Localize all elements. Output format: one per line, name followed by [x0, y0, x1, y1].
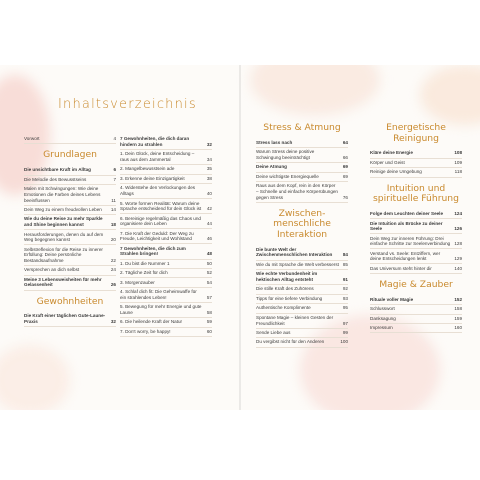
toc-entry	[370, 159, 462, 168]
book-spread	[0, 65, 480, 410]
section-heading: Magie & Zauber	[379, 278, 453, 290]
toc-entry-title: 5. Bewegung für mehr Energie und gute Laune	[120, 304, 202, 315]
toc-column-1	[24, 135, 116, 327]
toc-entry	[256, 148, 348, 163]
toc-entry-page: 54	[206, 279, 212, 285]
toc-entry	[370, 305, 462, 314]
watercolor-wash	[250, 65, 380, 115]
toc-entry	[24, 206, 116, 215]
toc-entry	[120, 244, 212, 259]
toc-entry-page: 46	[206, 236, 212, 242]
toc-entry-title: 3. Erkenne deine Einzigartigkeit	[120, 175, 185, 181]
toc-entry-page: 38	[206, 175, 212, 181]
book-gutter	[239, 65, 241, 410]
toc-entry	[120, 199, 212, 214]
toc-entry	[370, 219, 462, 234]
toc-entry	[370, 249, 462, 264]
toc-entry-page: 52	[206, 270, 212, 276]
toc-entry-title: Schlusswort	[370, 306, 395, 312]
toc-entry-title: Rituale voller Magie	[370, 296, 414, 302]
toc-entry-page: 26	[110, 282, 116, 288]
toc-entry	[256, 139, 348, 148]
toc-entry-title: Die Melodie des Bewusstseins	[24, 176, 87, 182]
toc-entry-title: 5. Worte formen Realität: Warum deine Sprache entscheidend für dein Glück ist	[120, 200, 202, 212]
toc-entry	[120, 260, 212, 269]
toc-entry	[256, 163, 348, 172]
section-heading: Gewohnheiten	[36, 295, 104, 307]
toc-entry	[24, 266, 116, 275]
toc-entry-title: Dein Weg zur inneren Führung: Drei einfache Schritte zur Seelenverbindung	[370, 235, 451, 247]
toc-entry-title: Selbstreflexion für die Reise zu innerer Erfüllung: Deine persönliche Bestandsaufnahme	[24, 246, 103, 263]
section-heading: Intuition und spirituelle Führung	[373, 182, 459, 205]
toc-entry-title: Das Universum steht hinter dir	[370, 265, 432, 271]
toc-entry-title: Du vergibst nicht für den Anderen	[256, 339, 325, 345]
toc-entry-page: 6	[113, 167, 116, 173]
toc-entry-page: 32	[206, 141, 212, 147]
toc-entry	[24, 166, 116, 175]
toc-entry-title: Herausforderungen, denen du auf dem Weg begegnen kannst	[24, 231, 104, 243]
toc-entry	[256, 246, 348, 261]
toc-entry	[256, 329, 348, 338]
toc-entry-page: 69	[342, 164, 348, 170]
toc-entry-page: 66	[342, 154, 348, 160]
toc-entry-page: 69	[342, 173, 348, 179]
toc-entry-title: 3. Morgenzauber	[120, 279, 155, 285]
toc-entry-title: Die bunte Welt der Zwischenmenschlichen Interaktion	[256, 246, 333, 258]
toc-entry-page: 14	[110, 207, 116, 212]
toc-entry-page: 11	[111, 197, 116, 203]
toc-entry-title: Körper und Geist	[370, 159, 405, 165]
toc-entry-title: 1. Dein Glück, deine Entscheidung – raus aus dem Jammertal	[120, 151, 195, 162]
toc-entry-page: 20	[110, 237, 116, 243]
toc-entry-title: 2. Tägliche Zeit für dich	[120, 270, 168, 276]
toc-entry	[370, 315, 462, 324]
toc-entry	[256, 295, 348, 304]
toc-entry	[370, 296, 462, 305]
toc-entry-page: 93	[342, 295, 348, 301]
toc-entry-title: Raus aus dem Kopf, rein in den Körper – Schnelle und einfache Körperübungen gegen Stress	[256, 183, 338, 200]
toc-entry	[370, 168, 462, 177]
toc-entry-page: 109	[454, 159, 462, 165]
toc-entry-title: Spontane Magie – kleinen Gesten der Freundlichkeit	[256, 314, 334, 326]
toc-entry	[256, 182, 348, 203]
toc-entry	[370, 324, 462, 333]
toc-entry-title: 7 Gewohnheiten, die dich zum Strahlen bringen!	[120, 245, 186, 257]
toc-entry-page: 57	[206, 294, 212, 300]
toc-entry-title: Verstand vs. Seele: Entziffern, wer deine Entscheidungen lenkt	[370, 250, 441, 262]
section-heading: Grundlagen	[43, 149, 97, 161]
toc-entry-page: 99	[342, 329, 348, 335]
toc-entry-page: 160	[454, 325, 462, 331]
toc-column-4	[370, 117, 462, 333]
toc-entry-page: 126	[454, 226, 462, 232]
toc-entry	[256, 261, 348, 270]
toc-entry	[256, 338, 348, 347]
toc-entry-title: 7. Die Kraft der Geduld: Der Weg zu Freude, Leichtigkeit und Wohlstand	[120, 230, 194, 242]
toc-entry-page: 58	[206, 309, 212, 315]
toc-entry-page: 44	[206, 221, 212, 227]
toc-entry-title: 7 Gewohnheiten, die dich daran hindern zu strahlen	[120, 136, 190, 147]
toc-entry	[24, 245, 116, 266]
toc-entry-page: 4	[113, 136, 116, 142]
toc-entry-page: 128	[454, 241, 462, 247]
toc-entry	[120, 214, 212, 229]
toc-entry	[256, 304, 348, 313]
toc-entry-page: 97	[342, 320, 348, 326]
toc-entry	[370, 210, 462, 219]
toc-entry-page: 35	[206, 166, 212, 172]
toc-entry-page: 50	[206, 260, 212, 266]
toc-entry	[370, 149, 462, 158]
toc-entry	[256, 314, 348, 329]
toc-entry	[120, 165, 212, 174]
toc-entry-page: 100	[340, 339, 348, 345]
toc-entry-title: Die Intuition als Brücke zu deiner Seele	[370, 220, 443, 232]
toc-entry-page: 85	[342, 261, 348, 267]
toc-entry-title: Reinige deine Umgebung	[370, 169, 422, 175]
toc-entry	[24, 276, 116, 291]
toc-entry	[24, 230, 116, 245]
toc-entry-title: Authentische Komplimente	[256, 305, 311, 311]
toc-entry-title: Wie du deine Reise zu mehr Sparkle and Shine beginnen kannst	[24, 216, 103, 228]
toc-column-3	[256, 117, 348, 348]
toc-entry-page: 95	[342, 305, 348, 311]
toc-entry	[24, 215, 116, 230]
toc-entry-page: 22	[110, 257, 116, 263]
toc-entry	[256, 173, 348, 182]
toc-entry-title: Stress lass nach	[256, 139, 293, 145]
toc-entry-title: Wie du mit Sprache die Welt verbesserst	[256, 261, 339, 267]
toc-entry-page: 59	[206, 319, 212, 325]
toc-entry-page: 129	[454, 256, 462, 262]
toc-entry-title: Wie echte Verbundenheit im hektischen Alltag entsteht	[256, 271, 318, 282]
toc-entry-title: Die stille Kraft des Zuhörens	[256, 286, 314, 292]
toc-entry-page: 140	[454, 265, 462, 271]
toc-entry-title: 2. Mangelbewusstsein ade	[120, 166, 175, 172]
toc-entry-title: 1. Du bist die Nummer 1	[120, 260, 170, 266]
toc-entry-title: Sende Liebe aus	[256, 329, 291, 335]
toc-entry	[120, 278, 212, 287]
toc-entry-page: 34	[206, 156, 212, 162]
toc-entry-title: Impressum	[370, 325, 393, 331]
toc-entry-title: Vorwort	[24, 136, 40, 142]
toc-entry-page: 159	[454, 315, 462, 321]
toc-entry	[120, 184, 212, 199]
watercolor-wash	[0, 345, 70, 410]
toc-entry-title: Meine 3 Lebensweisheiten für mehr Gelassenheit	[24, 276, 102, 288]
toc-entry-page: 24	[110, 267, 116, 273]
toc-entry-title: 6. Die heilende Kraft der Natur	[120, 319, 183, 325]
toc-entry-title: 4. Schlaf dich fit: Die Geheimwaffe für ein strahlendes Leben!	[120, 289, 197, 300]
toc-entry-title: 7. Don't worry, be happy!	[120, 328, 171, 334]
toc-entry	[120, 269, 212, 278]
toc-entry-page: 18	[110, 222, 116, 228]
page-title: Inhaltsverzeichnis	[58, 97, 197, 112]
toc-entry-title: Warum Stress deine positive Schwingung beeinträchtigt	[256, 149, 315, 160]
toc-entry	[120, 175, 212, 184]
toc-entry-page: 84	[342, 252, 348, 258]
toc-entry-page: 60	[206, 328, 212, 334]
section-heading: Zwischen-menschliche Interaktion	[273, 207, 331, 240]
toc-entry	[370, 264, 462, 273]
toc-entry-title: Kläre deine Energie	[370, 150, 413, 156]
toc-entry-page: 64	[342, 139, 348, 145]
toc-entry-page: 92	[342, 286, 348, 292]
toc-entry	[256, 270, 348, 285]
toc-entry	[120, 328, 212, 337]
toc-entry-title: Danksagung	[370, 315, 396, 321]
toc-entry-page: 48	[206, 251, 212, 257]
toc-entry-page: 7	[113, 176, 116, 182]
toc-entry-page: 124	[454, 211, 462, 217]
toc-entry-page: 91	[342, 276, 348, 282]
toc-entry	[120, 288, 212, 303]
toc-entry	[120, 150, 212, 165]
toc-entry	[370, 234, 462, 249]
toc-entry	[24, 312, 116, 327]
toc-entry-title: Versprechen an dich selbst	[24, 267, 80, 273]
toc-entry-title: Die unsichtbare Kraft im Alltag	[24, 167, 91, 173]
toc-entry-title: Die Kraft einer täglichen Gute-Laune-Praxis	[24, 313, 106, 325]
toc-entry-title: Deine Atmung	[256, 164, 287, 170]
toc-entry-title: Malen mit Schwingungen: Wie deine Emotionen die Farben deines Lebens beeinflussen	[24, 186, 101, 203]
toc-entry	[24, 135, 116, 144]
toc-entry	[256, 285, 348, 294]
toc-entry	[120, 229, 212, 244]
toc-entry-page: 158	[454, 306, 462, 312]
toc-entry-title: 6. Bereinige regelmäßig das Chaos und organisiere dein Leben	[120, 215, 201, 227]
toc-entry-title: 4. Widerstehe den Verlockungen des Alltags	[120, 185, 196, 197]
toc-entry-title: Dein Weg zu einem freudvollen Leben	[24, 207, 102, 212]
toc-entry-title: Tipps für eine tiefere Verbindung	[256, 295, 323, 301]
toc-entry-page: 152	[454, 296, 462, 302]
toc-entry	[24, 185, 116, 206]
section-heading: Stress & Atmung	[263, 122, 341, 133]
toc-entry-title: Folge dem Leuchten deiner Seele	[370, 211, 444, 217]
toc-entry	[120, 318, 212, 327]
toc-entry-page: 108	[454, 150, 462, 156]
toc-entry-page: 42	[206, 206, 212, 212]
watercolor-wash	[420, 65, 480, 125]
toc-entry-page: 32	[110, 319, 116, 325]
toc-entry-page: 76	[342, 194, 348, 200]
toc-entry	[120, 135, 212, 150]
section-heading: Energetische Reinigung	[386, 122, 446, 144]
toc-entry	[120, 303, 212, 318]
toc-entry-page: 118	[454, 169, 462, 175]
toc-entry-page: 40	[206, 191, 212, 197]
toc-column-2	[120, 135, 212, 337]
toc-entry	[24, 176, 116, 185]
toc-entry-title: Deine wichtigste Energiequelle	[256, 173, 319, 179]
